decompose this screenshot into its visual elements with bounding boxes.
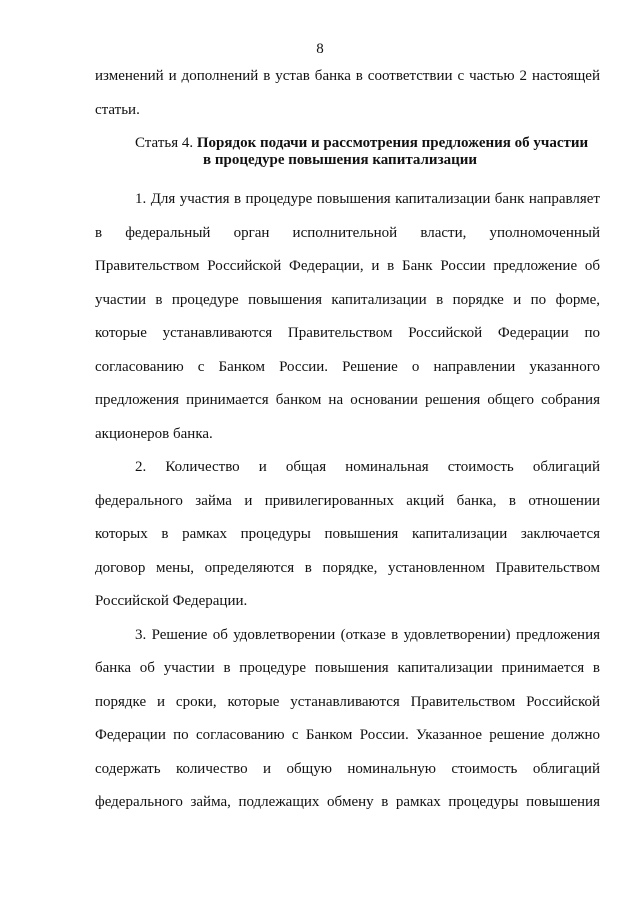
paragraph-2 (95, 451, 600, 619)
text-line: банка об участии в процедуре повышения капитализации принимается в (95, 660, 600, 676)
text-line: изменений и дополнений в устав банка в соответствии с частью 2 настоящей (95, 68, 600, 84)
text-line: которые устанавливаются Правительством Российской Федерации по (95, 325, 600, 341)
text-line: в федеральный орган исполнительной власти, уполномоченный (95, 224, 600, 241)
article-prefix: Статья 4. (135, 135, 194, 151)
page-number: 8 (316, 41, 324, 57)
article-title-part2: в процедуре повышения капитализации (203, 152, 478, 168)
text-line: предложения принимается банком на основании решения общего собрания (95, 392, 600, 408)
text-line: договор мены, определяются в порядке, установленном Правительством (95, 559, 600, 576)
text-line: Правительством Российской Федерации, и в Банк России предложение об (95, 258, 600, 274)
text-line: федерального займа, подлежащих обмену в рамках процедуры повышения (95, 794, 600, 810)
text-line: которых в рамках процедуры повышения капитализации заключается (95, 526, 600, 542)
text-line: содержать количество и общую номинальную стоимость облигаций (95, 760, 600, 777)
text-line: 2. Количество и общая номинальная стоимость облигаций (135, 459, 600, 475)
intro-paragraph (95, 60, 600, 127)
text-line: федерального займа и привилегированных акций банка, в отношении (95, 492, 600, 509)
document-body (95, 60, 600, 820)
text-line: 3. Решение об удовлетворении (отказе в удовлетворении) предложения (135, 626, 600, 643)
text-line: участии в процедуре повышения капитализации в порядке и по форме, (95, 291, 600, 308)
text-line: Федерации по согласованию с Банком России. Указанное решение должно (95, 727, 600, 743)
text-line: статьи. (95, 101, 140, 118)
text-line: акционеров банка. (95, 425, 213, 442)
text-line: порядке и сроки, которые устанавливаются Правительством Российской (95, 693, 600, 710)
paragraph-3 (95, 619, 600, 820)
article-title-part1: Порядок подачи и рассмотрения предложения об участии (196, 135, 589, 151)
paragraph-1 (95, 183, 600, 451)
text-line: Российской Федерации. (95, 593, 248, 609)
article-heading (95, 135, 600, 169)
text-line: 1. Для участия в процедуре повышения капитализации банк направляет (135, 191, 600, 207)
article-heading-line (135, 135, 600, 152)
text-line: согласованию с Банком России. Решение о направлении указанного (95, 358, 600, 375)
